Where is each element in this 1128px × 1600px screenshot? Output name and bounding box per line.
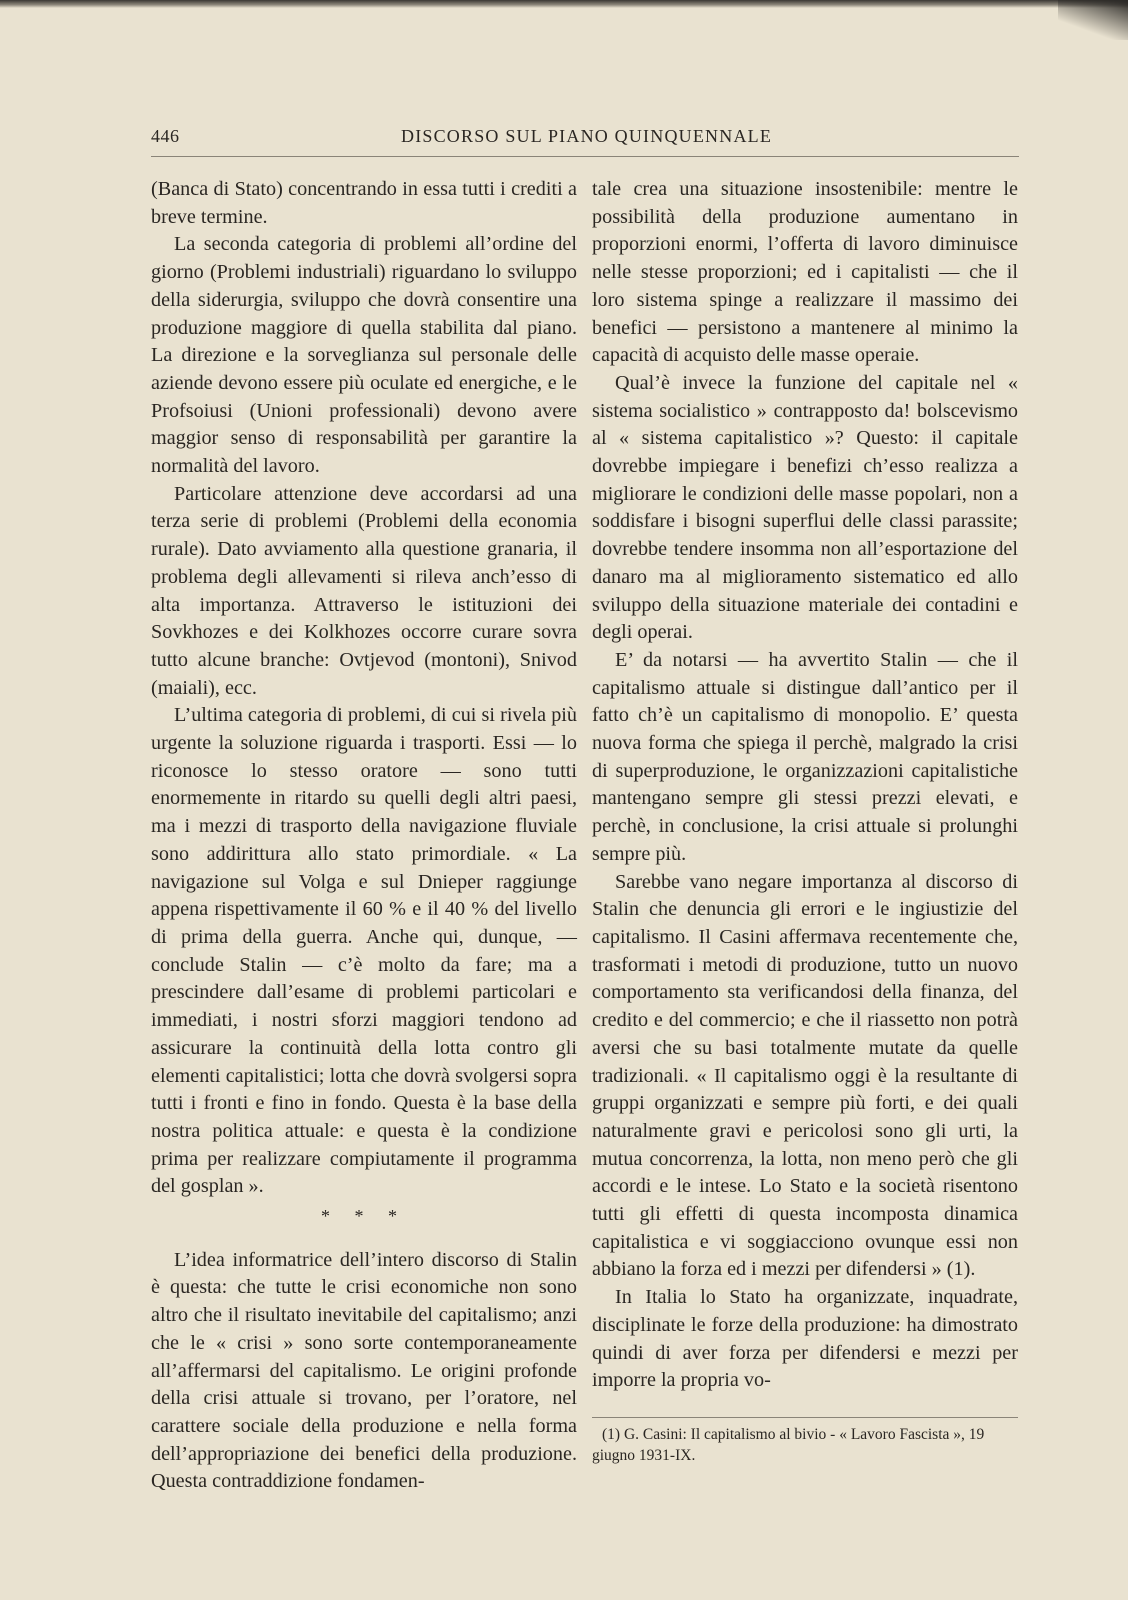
right-column	[592, 176, 1018, 1395]
paragraph: tale crea una situazione insostenibile: mentre le possibilità della produzione aumentano in proporzioni enormi, l’offerta di lavoro diminuisce nelle stesse proporzioni; ed i capitalisti — che il loro sistema spinge a realizzare il massimo dei benefici — persistono a mantenere al minimo la capacità di acquisto delle masse operaie.	[592, 178, 1018, 367]
paragraph: Qual’è invece la funzione del capitale nel « sistema socialistico » contrapposto da! bolscevismo al « sistema capitalistico »? Questo: il capitale dovrebbe impiegare i benefizi ch’esso realizza a migliorare le condizioni delle masse popolari, non a soddisfare i bisogni superflui delle classi parassite; dovrebbe tendere insomma non all’esportazione del danaro ma al miglioramento sistematico ed allo sviluppo della situazione materiale dei contadini e degli operai.	[592, 371, 1018, 644]
footnote: (1) G. Casini: Il capitalismo al bivio - « Lavoro Fascista », 19 giugno 1931-IX.	[592, 1426, 985, 1464]
paragraph: E’ da notarsi — ha avvertito Stalin — che il capitalismo attuale si distingue dall’antico per il fatto ch’è un capitalismo di monopolio. E’ questa nuova forma che spiega il perchè, malgrado la crisi di superproduzione, le organizzazioni capitalistiche mantengano sempre gli stessi prezzi elevati, e perchè, in conclusione, la crisi attuale si prolunghi sempre più.	[592, 648, 1018, 865]
paragraph: Sarebbe vano negare importanza al discorso di Stalin che denuncia gli errori e le ingiustizie del capitalismo. Il Casini affermava recentemente che, trasformati i metodi di produzione, tutto un nuovo comportamento sta verificandosi della finanza, del credito e del commercio; e che il riassetto non potrà aversi che su basi totalmente mutate da quelle tradizionali. « Il capitalismo oggi è la resultante di gruppi organizzati e sempre più forti, e dei quali naturalmente gravi e pericolosi sono gli urti, la mutua concorrenza, la lotta, non meno però che gli accordi e le intese. Lo Stato e la società risentono tutti gli effetti di questa incomposta dinamica capitalistica e vi soggiacciono ovunque essi non abbiano la forza ed i mezzi per difendersi » (1).	[592, 870, 1018, 1281]
paragraph: Particolare attenzione deve accordarsi ad una terza serie di problemi (Problemi della economia rurale). Dato avviamento alla questione granaria, il problema degli allevamenti si rileva anch’esso di alta importanza. Attraverso le istituzioni dei Sovkhozes e dei Kolkhozes occorre curare sovra tutto alcune branche: Ovtjevod (montoni), Snivod (maiali), ecc.	[151, 482, 577, 699]
paragraph: In Italia lo Stato ha organizzate, inquadrate, disciplinate le forze della produzione: ha dimostrato quindi di aver forza per difendersi e mezzi per imporre la propria vo-	[592, 1286, 1018, 1392]
paragraph: L’idea informatrice dell’intero discorso di Stalin è questa: che tutte le crisi economiche non sono altro che il risultato inevitabile del capitalismo; anzi che le « crisi » sono sorte contemporaneamente all’affermarsi del capitalismo. Le origini profonde della crisi attuale si trovano, per l’oratore, nel carattere sociale della produzione e nella forma dell’appropriazione dei benefici della produzione. Questa contraddizione fondamen-	[151, 1248, 577, 1493]
left-column	[151, 176, 577, 1496]
page-header	[151, 126, 1019, 157]
page-number: 446	[151, 126, 180, 146]
footnote-block	[592, 1417, 1018, 1466]
running-title: DISCORSO SUL PIANO QUINQUENNALE	[401, 126, 773, 146]
paragraph: L’ultima categoria di problemi, di cui si rivela più urgente la soluzione riguarda i trasporti. Essi — lo riconosce lo stesso oratore — sono tutti enormemente in ritardo su quelli degli altri paesi, ma i mezzi di trasporto della navigazione fluviale sono addirittura allo stato primordiale. « La navigazione sul Volga e sul Dnieper raggiunge appena rispettivamente il 60 % e il 40 % del livello di prima della guerra. Anche qui, dunque, — conclude Stalin — c’è molto da fare; ma a prescindere dall’esame di problemi particolari e immediati, i nostri sforzi maggiori tendono ad assicurare la continuità della lotta contro gli elementi capitalistici; lotta che dovrà svolgersi sopra tutti i fronti e fino in fondo. Questa è la base della nostra politica attuale: e questa è la condizione prima per realizzare compiutamente il programma del gosplan ».	[151, 704, 577, 1198]
section-separator: * * *	[321, 1206, 407, 1227]
paragraph: La seconda categoria di problemi all’ordine del giorno (Problemi industriali) riguardano lo sviluppo della siderurgia, sviluppo che dovrà consentire una produzione maggiore di quella stabilita dal piano. La direzione e la sorveglianza sul personale delle aziende devono essere più oculate ed energiche, e le Profsoiusi (Unioni professionali) devono avere maggior senso di responsabilità per garantire la normalità del lavoro.	[151, 233, 577, 478]
paragraph: (Banca di Stato) concentrando in essa tutti i crediti a breve termine.	[151, 178, 577, 228]
